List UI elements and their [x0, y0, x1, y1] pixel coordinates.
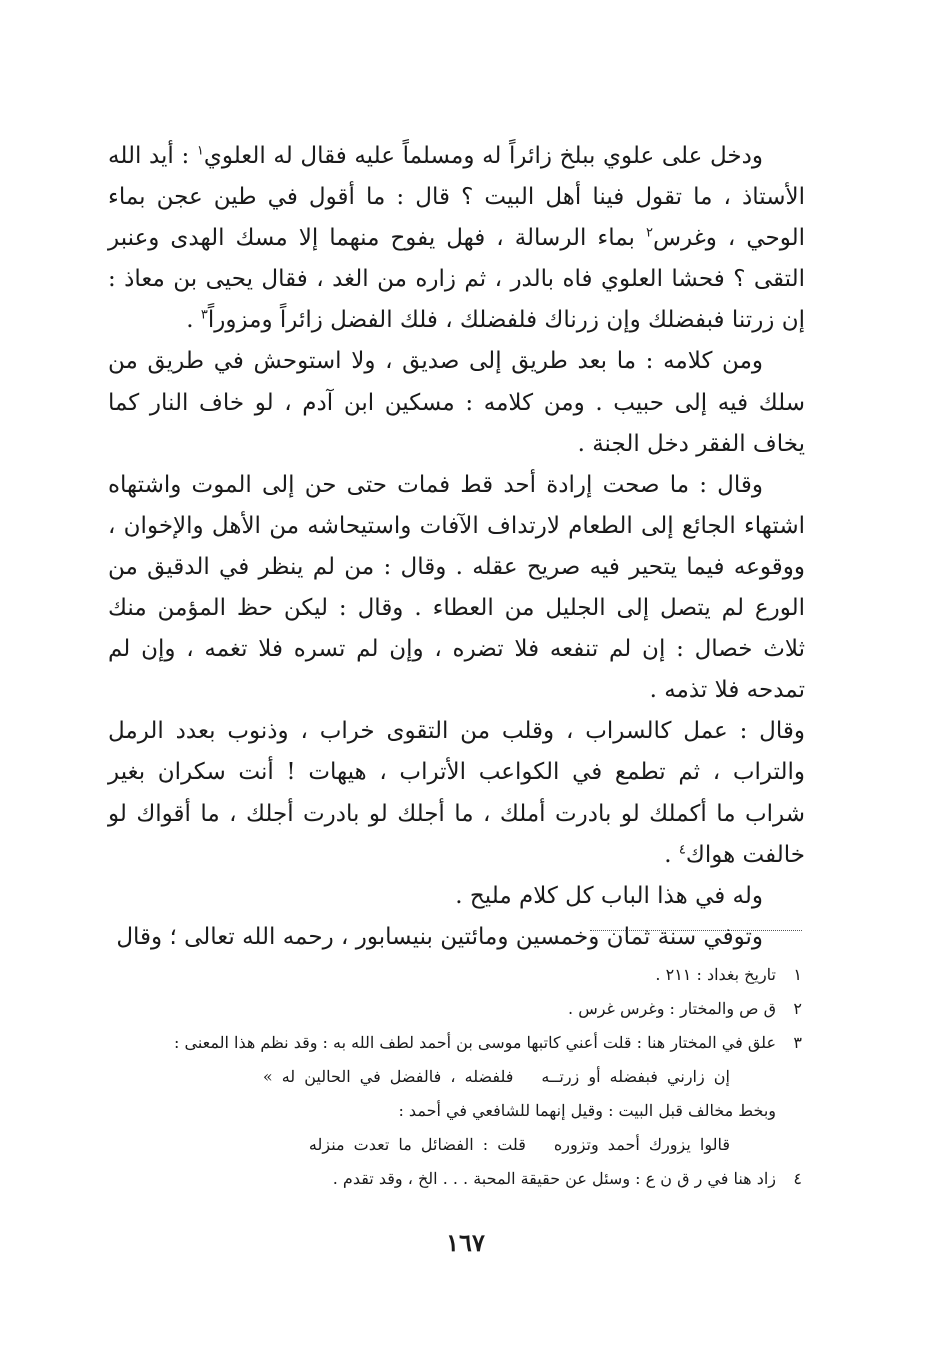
footnote-text: علق في المختار هنا : قلت أعني كاتبها موسى بن أحمد لطف الله به : وقد نظم هذا المعنى : [174, 1033, 776, 1052]
footnote-number: ١ [793, 965, 802, 984]
paragraph-1-part-4: . [186, 307, 201, 334]
paragraph-1 [108, 136, 805, 341]
footnote-text: زاد هنا في ر ق ن ع : وسئل عن حقيقة المحبة . . . الخ ، وقد تقدم . [332, 1169, 776, 1188]
main-text [108, 136, 805, 958]
verse-hemistich-first: إن زارني فبفضله أو زرتــه [541, 1067, 730, 1086]
footnote-verse-2 [150, 1128, 802, 1162]
footnote-number: ٢ [793, 999, 802, 1018]
footnote-text: تاريخ بغداد : ٢١١ . [655, 965, 776, 984]
footnote-text: ق ص والمختار : وغرس غرس . [568, 999, 776, 1018]
footnote-ref-2[interactable]: ٢ [645, 225, 653, 241]
footnote-number: ٤ [793, 1169, 802, 1188]
footnote-3-note: وبخط مخالف قبل البيت : وقيل إنهما للشافعي في أحمد : [398, 1101, 776, 1120]
paragraph-4-part-2: . [664, 841, 679, 868]
paragraph-4-part-1: وقال : عمل كالسراب ، وقلب من التقوى خراب ، وذنوب بعدد الرمل والتراب ، ثم تطمع في الكواعب الأتراب ، هيهات ! أنت سكران بغير شراب ما أكملك لو بادرت أملك ، ما أجلك لو بادرت أجلك ، ما أقواك لو خالفت هواك [108, 718, 805, 868]
paragraph-5: وله في هذا الباب كل كلام مليح . [455, 882, 763, 909]
footnote-ref-3[interactable]: ٣ [200, 307, 208, 323]
paragraph-3: وقال : ما صحت إرادة أحد قط فمات حتى حن إلى الموت واشتهاه اشتهاء الجائع إلى الطعام لارتداف الآفات واستيحاشه من الأهل والإخوان ، ووقوعه فيما يتحير فيه صريح عقله . وقال : من لم ينظر في الدقيق من الورع لم يتصل إلى الجليل من العطاء . وقال : ليكن حظ المؤمن منك ثلاث خصال : إن لم تنفعه فلا تضره ، وإن لم تسره فلا تغمه ، وإن لم تمدحه فلا تذمه . [108, 471, 805, 704]
footnote-ref-1[interactable]: ١ [196, 143, 204, 159]
page-number: ١٦٧ [446, 1228, 485, 1257]
footnotes [150, 958, 802, 1196]
footnote-3 [150, 1026, 802, 1060]
footnote-4 [150, 1162, 802, 1196]
paragraph-1-part-1: ودخل على علوي ببلخ زائراً له ومسلماً عليه فقال له العلوي [203, 143, 764, 169]
paragraph-1-part-2: : أيد الله الأستاذ ، ما تقول فينا أهل البيت ؟ قال : ما أقول في طين عجن بماء الوحي ، وغرس [108, 143, 805, 252]
footnote-1 [150, 958, 802, 992]
paragraph-6: وتوفي سنة ثمان وخمسين ومائتين بنيسابور ، رحمه الله تعالى ؛ وقال [116, 923, 763, 950]
footnote-verse-1 [150, 1060, 802, 1094]
verse-hemistich-first: قالوا يزورك أحمد وتزوره [553, 1135, 730, 1154]
footnote-number: ٣ [793, 1033, 802, 1052]
paragraph-4 [108, 711, 805, 875]
verse-hemistich-second: فلفضله ، فالفضل في الحالين له » [262, 1067, 514, 1086]
paragraph-1-part-3: بماء الرسالة ، فهل يفوح منهما إلا مسك الهدى وعنبر التقى ؟ فحشا العلوي فاه بالدر ، ثم زاره من الغد ، فقال يحيى بن معاذ : إن زرتنا فبفضلك وإن زرناك فلفضلك ، فلك الفضل زائراً ومزوراً [108, 225, 805, 334]
footnote-separator [590, 930, 802, 931]
paragraph-2: ومن كلامه : ما بعد طريق إلى صديق ، ولا استوحش في طريق من سلك فيه إلى حبيب . ومن كلامه : مسكين ابن آدم ، لو خاف النار كما يخاف الفقر دخل الجنة . [108, 348, 805, 457]
verse-hemistich-second: قلت : الفضائل ما تعدت منزله [308, 1135, 526, 1154]
footnote-ref-4[interactable]: ٤ [678, 841, 686, 857]
footnote-2 [150, 992, 802, 1026]
